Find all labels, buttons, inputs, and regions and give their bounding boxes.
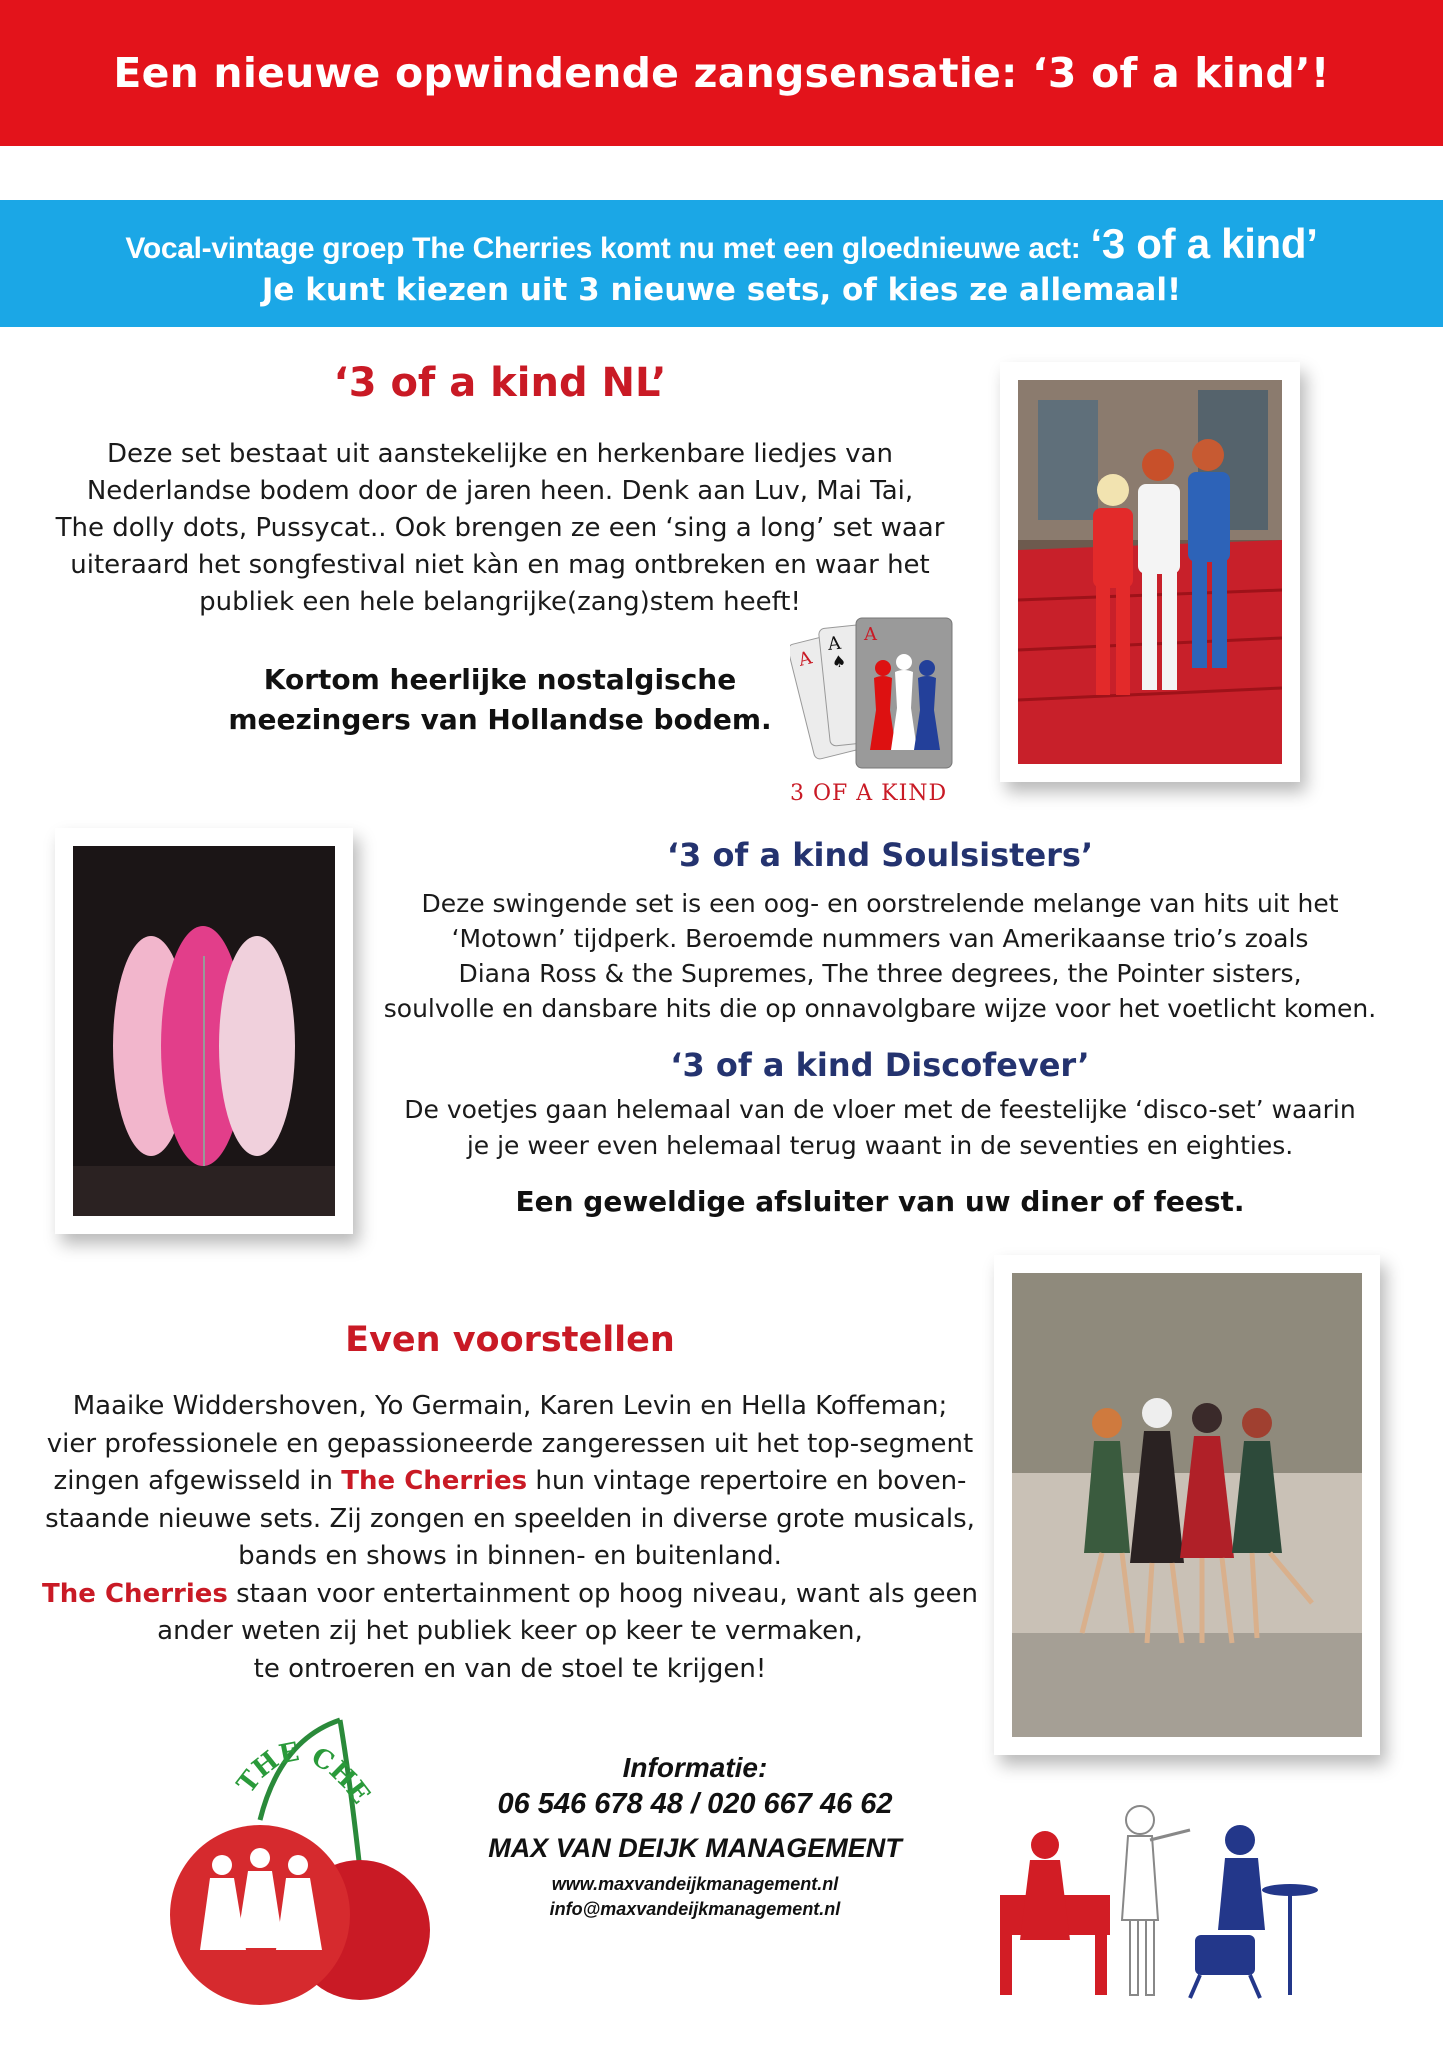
cherries-logo-text: THE CHE: [231, 1737, 376, 1810]
contact-label: Informatie:: [622, 1752, 768, 1783]
contact-phones: 06 546 678 48 / 020 667 46 62: [497, 1788, 893, 1820]
intro-text: zingen afgewisseld in: [53, 1466, 342, 1496]
intro-line: [20, 1463, 1000, 1501]
cherries-icon: [130, 1700, 450, 2020]
company-name: MAX VAN DEIJK MANAGEMENT: [488, 1833, 902, 1863]
set-nl-closing-line: meezingers van Hollandse bodem.: [228, 703, 772, 736]
intro-line-1: [125, 220, 1317, 268]
set-nl-closing-line: Kortom heerlijke nostalgische: [263, 663, 737, 696]
trio-red-carpet-image: [1018, 380, 1282, 764]
the-cherries-name: The Cherries: [42, 1578, 228, 1609]
set-soul-line: Diana Ross & the Supremes, The three degrees, the Pointer sisters,: [458, 959, 1302, 988]
set-disco-title: ‘3 of a kind Discofever’: [670, 1046, 1090, 1084]
set-soul-line: Deze swingende set is een oog- en oorstrelende melange van hits uit het: [421, 889, 1339, 918]
set-nl-closing: [200, 660, 800, 740]
photo-trio-red-carpet: [1000, 362, 1300, 782]
the-cherries-logo: [130, 1700, 450, 2020]
card-rank: A: [796, 647, 815, 671]
set-soul-line: ‘Motown’ tijdperk. Beroemde nummers van Amerikaanse trio’s zoals: [451, 924, 1309, 953]
intro-line: Maaike Widdershoven, Yo Germain, Karen Levin en Hella Koffeman;: [72, 1391, 948, 1421]
intro-line: bands en shows in binnen- en buitenland.: [238, 1541, 782, 1571]
set-disco-closing: Een geweldige afsluiter van uw diner of feest.: [515, 1185, 1245, 1218]
intro-line-2: Je kunt kiezen uit 3 nieuwe sets, of kies ze allemaal!: [261, 271, 1182, 308]
svg-text:THE CHERRIES: [130, 1700, 375, 1810]
intro-banner: [0, 200, 1443, 327]
headline: Een nieuwe opwindende zangsensatie: ‘3 of a kind’!: [113, 49, 1330, 97]
the-cherries-name: The Cherries: [341, 1466, 528, 1496]
headline-banner: [0, 0, 1443, 146]
set-nl-line: uiteraard het songfestival niet kàn en mag ontbreken en waar het: [70, 550, 930, 580]
set-nl-text: [30, 436, 970, 621]
intro-section-text: [20, 1388, 1000, 1688]
intro-line: te ontroeren en van de stoel te krijgen!: [253, 1653, 767, 1684]
intro-line: [20, 1576, 1000, 1614]
band-musicians-icon: [990, 1800, 1320, 2000]
card-rank: A: [864, 624, 877, 645]
website-link[interactable]: www.maxvandeijkmanagement.nl: [551, 1874, 839, 1894]
intro-section-title: Even voorstellen: [345, 1320, 675, 1360]
playing-cards-icon: [790, 610, 990, 810]
intro-text: hun vintage repertoire en boven-: [527, 1466, 967, 1496]
set-soul-title: ‘3 of a kind Soulsisters’: [666, 836, 1094, 874]
svg-text:♠: ♠: [830, 651, 848, 672]
logo-caption: 3 OF A KIND: [790, 781, 948, 806]
set-soul-text: [360, 886, 1400, 1026]
photo-soulsisters-stage: [55, 828, 353, 1234]
intro-line-1-highlight: ‘3 of a kind’: [1090, 219, 1318, 267]
card-rank: A: [826, 632, 843, 656]
photo-four-singers: [994, 1255, 1380, 1755]
intro-line: vier professionele en gepassioneerde zangeressen uit het top-segment: [46, 1428, 974, 1459]
set-disco-text: [360, 1092, 1400, 1164]
intro-line: staande nieuwe sets. Zij zongen en speelden in diverse grote musicals,: [45, 1503, 975, 1534]
set-nl-line: Deze set bestaat uit aanstekelijke en herkenbare liedjes van: [106, 439, 894, 469]
set-disco-line: je je weer even helemaal terug waant in de seventies en eighties.: [466, 1131, 1294, 1160]
musicians-logo: [990, 1800, 1320, 2000]
set-nl-title: ‘3 of a kind NL’: [333, 360, 667, 406]
intro-text: staan voor entertainment op hoog niveau, want als geen: [227, 1578, 978, 1609]
email-link[interactable]: info@maxvandeijkmanagement.nl: [549, 1899, 841, 1919]
contact-block: [460, 1752, 930, 1920]
set-soul-line: soulvolle en dansbare hits die op onnavolgbare wijze voor het voetlicht komen.: [383, 994, 1377, 1023]
intro-line-1-text: Vocal-vintage groep The Cherries komt nu met een gloednieuwe act:: [125, 231, 1081, 265]
soulsisters-image: [73, 846, 335, 1216]
three-of-a-kind-logo: [790, 610, 990, 810]
set-disco-line: De voetjes gaan helemaal van de vloer met de feestelijke ‘disco-set’ waarin: [404, 1095, 1356, 1124]
set-nl-line: Nederlandse bodem door de jaren heen. Denk aan Luv, Mai Tai,: [86, 476, 914, 506]
set-nl-line: The dolly dots, Pussycat.. Ook brengen ze een ‘sing a long’ set waar: [55, 513, 945, 543]
intro-line: ander weten zij het publiek keer op keer te vermaken,: [157, 1616, 863, 1646]
four-singers-image: [1012, 1273, 1362, 1737]
set-nl-line: publiek een hele belangrijke(zang)stem heeft!: [199, 587, 801, 617]
